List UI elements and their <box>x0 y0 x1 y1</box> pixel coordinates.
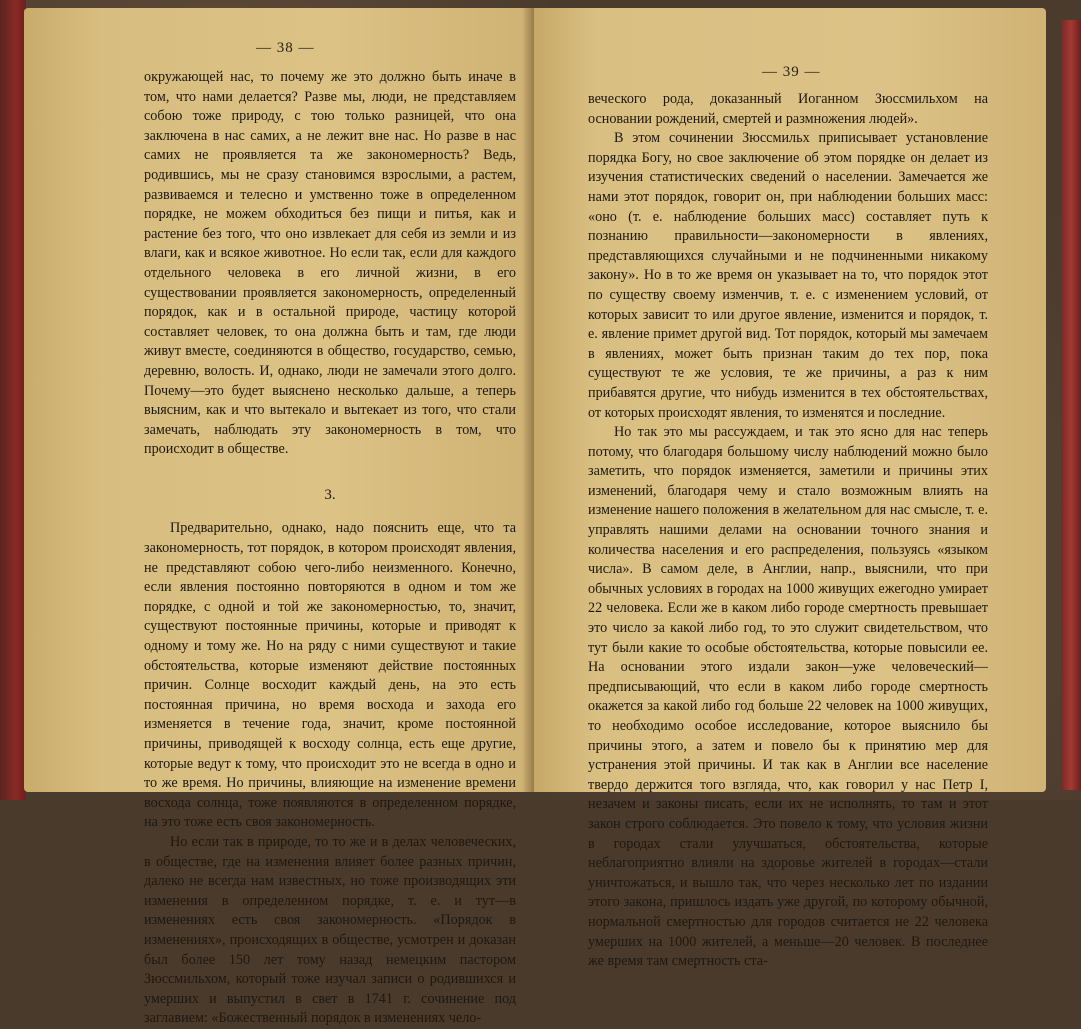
paragraph: Но так это мы рассуждаем, и так это ясно для нас теперь потому, что благодаря большому числу наблюдений можно было заметить, что порядок изменяется, заметили и причины этих изменений, благодаря чему и стало возможным влиять на изменение нашего положения в желательном для нас смысле, т. е. управлять нашими делами на основании точного знания и количества населения и его распределения, пользуясь «языком числа». В самом деле, в Англии, напр., выяснили, что при обычных условиях в городах на 1000 живущих ежегодно умирает 22 человека. Если же в каком либо городе смертность превышает это число за какой либо год, то это служит свидетельством, что тут были какие то особые обстоятельства, которые повысили ее. На основании этого издали закон—уже человеческий—предписывающий, что если в каком либо городе смертность окажется за какой либо год больше 22 человек на 1000 живущих, то необходимо особое исследование, которое выяснило бы причины этого, а затем и повело бы к принятию мер для устранения этой причины. И так как в Англии все население твердо держится того взгляда, что, как говорил у нас Петр I, незачем и законы писать, если их не исполнять, то там и этот закон строго соблюдается. Это повело к тому, что условия жизни в городах стали улучшаться, обстоятельства, которые неблагоприятно влияли на здоровье жителей в городах—стали уничтожаться, и вышло так, что через несколько лет по издании этого закона, пришлось издать уже другой, по которому обычной, нормальной смертностью для городов считается не 22 человека умерших на 1000 жителей, а меньше—20 человек. В последнее же время там смертность ста- <box>588 424 988 970</box>
page-number-right: — 39 — <box>762 64 821 80</box>
book-spine-edge-left <box>0 0 26 800</box>
paragraph: В этом сочинении Зюссмильх приписывает установление порядка Богу, но свое заключение об этом порядке он делает из изучения статистических сведений о населении. Замечается же нами этот порядок, говорит он, при наблюдении больших масс: «оно (т. е. наблюдение больших масс) составляет путь к познанию правильности—закономерности в явлениях, представляющихся случайными и не подчиненными никакому закону». Но в то же время он указывает на то, что порядок этот по существу своему изменчив, т. е. с изменением условий, от которых зависит то или другое явление, изменится и порядок, т. е. явление примет другой вид. Тот порядок, который мы замечаем в явлениях, может быть признан таким до тех пор, пока существуют те же условия, те же причины, а раз к ним прибавятся другие, что нибудь изменится в тех обстоятельствах, от которых происходят явления, то изменятся и последние. <box>588 130 988 421</box>
left-page <box>24 8 534 1027</box>
section-number: 3. <box>324 486 336 503</box>
paragraph: Но если так в природе, то то же и в делах человеческих, в обществе, где на изменения влияет более разных причин, далеко не всегда нам известных, но тоже производящих эти изменения в определенном порядке, т. е. и тут—в изменениях есть своя закономерность. «Порядок в изменениях», происходящих в обществе, усмотрен и доказан был более 150 лет тому назад немецким пастором Зюссмильхом, который тоже изучал записи о родившихся и умерших и выпустил в свет в 1741 г. сочинение под заглавием: «Божественный порядок в изменениях чело- <box>144 833 516 1027</box>
paragraph: окружающей нас, то почему же это должно быть иначе в том, что нами делается? Разве мы, люди, не представляем собою тоже природу, с тою только разницей, что она заключена в нас самих, а не лежит вне нас. Но разве в нас самих не проявляется та же закономерность? Ведь, родившись, мы не сразу становимся взрослыми, а растем, развиваемся и телесно и умственно тоже в определенном порядке, не можем обходиться без пищи и питья, как и растение без того, что оно извлекает для себя из земли и из влаги, как и всякое животное. Но если так, если для каждого отдельного человека в его личной жизни, в его существовании проявляется закономерность, определенный порядок, как и в остальной природе, частицу которой составляет человек, то она должна быть и там, где люди живут вместе, соединяются в общество, государство, семью, деревню, волость. И, однако, люди не замечали этого долго. Почему—это будет выяснено несколько дальше, а теперь выясним, как и что вытекало и вытекает из того, что стали замечать, наблюдать эту закономерность в том, что происходит в обществе. <box>144 69 516 458</box>
book-spine-edge-right <box>1061 20 1081 790</box>
page-number-left: — 38 — <box>256 40 315 56</box>
left-page-text <box>144 68 516 1029</box>
paragraph: веческого рода, доказанный Иоганном Зюссмильхом на основании рождений, смертей и размножения людей». <box>588 91 988 127</box>
right-page <box>534 8 1046 970</box>
right-page-text <box>588 90 988 972</box>
paragraph: Предварительно, однако, надо пояснить еще, что та закономерность, тот порядок, в котором происходят явления, не представляют собою чего-либо неизменного. Конечно, если явления постоянно повторяются в одном и том же порядке, с одной и той же закономерностью, то, значит, существуют постоянные причины, которые и приводят к одному и тому же. Но на ряду с ними существуют и такие обстоятельства, которые изменяют действие постоянных причин. Солнце восходит каждый день, на это есть постоянная причина, но время восхода и захода его изменяется в течение года, значит, кроме постоянной причины, приводящей к восходу солнца, есть еще другие, которые ведут к тому, что происходит это не всегда в одно и то же время. Но причины, влияющие на изменение времени восхода солнца, тоже появляются в определенном порядке, на это тоже есть своя закономерность. <box>144 520 516 831</box>
